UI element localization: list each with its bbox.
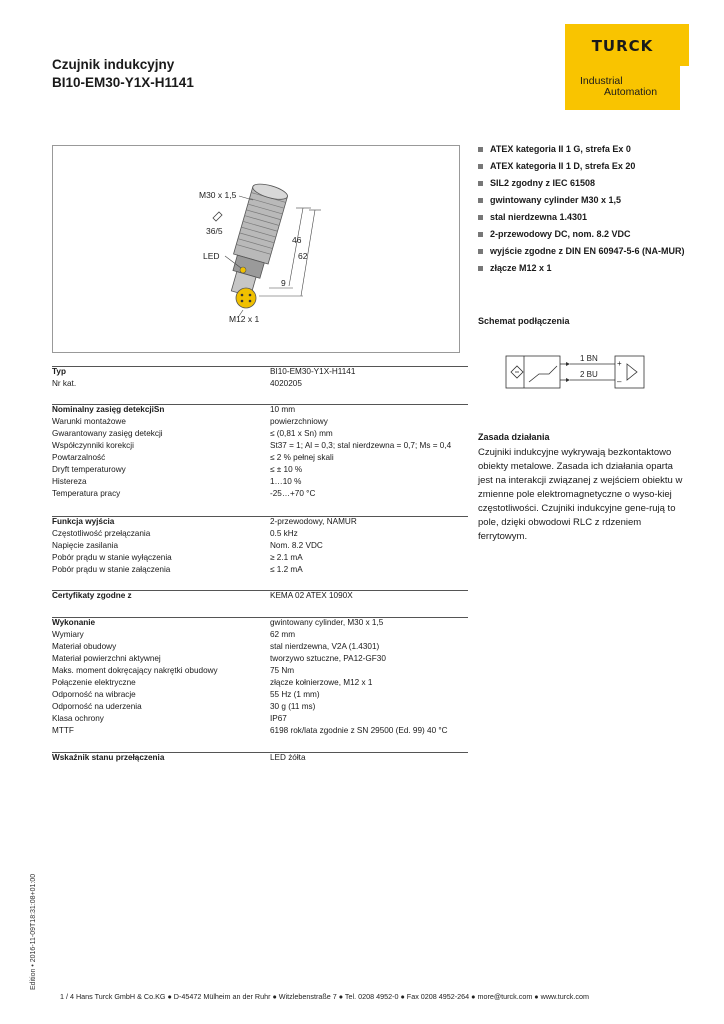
principle-heading: Zasada działania bbox=[478, 432, 550, 442]
spec-value: 75 Nm bbox=[270, 666, 295, 675]
spec-key: Wymiary bbox=[52, 630, 84, 639]
spec-row bbox=[52, 516, 468, 528]
led-label: LED bbox=[203, 251, 220, 261]
plus-label: + bbox=[617, 359, 622, 368]
spec-key: Typ bbox=[52, 367, 66, 376]
spec-value: powierzchniowy bbox=[270, 417, 328, 426]
spec-value: KEMA 02 ATEX 1090X bbox=[270, 591, 353, 600]
thread-label: M30 x 1,5 bbox=[199, 190, 237, 200]
logo-tab bbox=[680, 24, 689, 66]
spec-key: Pobór prądu w stanie wyłączenia bbox=[52, 553, 172, 562]
spec-row bbox=[52, 476, 468, 488]
spec-value: ≤ (0,81 x Sn) mm bbox=[270, 429, 333, 438]
turck-logo bbox=[565, 24, 680, 110]
spec-group bbox=[52, 404, 468, 500]
spec-key: Gwarantowany zasięg detekcji bbox=[52, 429, 163, 438]
spec-value: stal nierdzewna, V2A (1.4301) bbox=[270, 642, 380, 651]
spec-value: ≤ 1.2 mA bbox=[270, 565, 303, 574]
spec-row bbox=[52, 378, 468, 390]
feature-item: stal nierdzewna 1.4301 bbox=[478, 212, 688, 224]
logo-text: TURCK bbox=[591, 37, 654, 55]
spec-value: 2-przewodowy, NAMUR bbox=[270, 517, 357, 526]
spec-row bbox=[52, 452, 468, 464]
spec-row bbox=[52, 428, 468, 440]
principle-text: Czujniki indukcyjne wykrywają bezkontaktowo obiekty metalowe. Zasada ich działania oparta jest na interakcji związanej z wejściem obiektu w zmienne pole elektromagnetyczne o wyso-kiej częstotliwości. Czujniki indukcyjne gene-rują to pole, dzięki obwodowi RLC z rdzeniem ferrytowym. bbox=[478, 447, 683, 542]
spec-row bbox=[52, 404, 468, 416]
sensor-drawing bbox=[52, 145, 460, 353]
connector-face bbox=[236, 288, 256, 308]
spec-row bbox=[52, 689, 468, 701]
spec-value: LED żółta bbox=[270, 753, 306, 762]
spec-value: 1…10 % bbox=[270, 477, 302, 486]
spec-key: Współczynniki korekcji bbox=[52, 441, 134, 450]
spec-value: 30 g (11 ms) bbox=[270, 702, 316, 711]
spec-key: Funkcja wyjścia bbox=[52, 517, 115, 526]
spec-row bbox=[52, 366, 468, 378]
dim-46: 46 bbox=[292, 235, 302, 245]
spec-key: Materiał obudowy bbox=[52, 642, 117, 651]
sensor-box bbox=[506, 356, 560, 388]
spec-row bbox=[52, 713, 468, 725]
spec-row bbox=[52, 725, 468, 737]
connector-label: M12 x 1 bbox=[229, 314, 260, 324]
spec-row bbox=[52, 677, 468, 689]
spec-key: Pobór prądu w stanie załączenia bbox=[52, 565, 171, 574]
spec-group bbox=[52, 617, 468, 737]
spec-key: Materiał powierzchni aktywnej bbox=[52, 654, 161, 663]
spec-key: Nominalny zasięg detekcjiSn bbox=[52, 405, 165, 414]
feature-item: ATEX kategoria II 1 G, strefa Ex 0 bbox=[478, 144, 688, 156]
feature-item: SIL2 zgodny z IEC 61508 bbox=[478, 178, 688, 190]
spec-key: Maks. moment dokręcający nakrętki obudowy bbox=[52, 666, 218, 675]
spec-key: Warunki montażowe bbox=[52, 417, 126, 426]
spec-row bbox=[52, 590, 468, 602]
spec-value: tworzywo sztuczne, PA12-GF30 bbox=[270, 654, 386, 663]
spec-value: 10 mm bbox=[270, 405, 296, 414]
spec-key: Wskaźnik stanu przełączenia bbox=[52, 753, 165, 762]
spec-value: St37 = 1; Al = 0,3; stal nierdzewna = 0,7; Ms = 0,4 bbox=[270, 441, 452, 450]
spec-row bbox=[52, 464, 468, 476]
spec-value: -25…+70 °C bbox=[270, 489, 316, 498]
spec-key: Napięcie zasilania bbox=[52, 541, 118, 550]
spec-value: Nom. 8.2 VDC bbox=[270, 541, 323, 550]
feature-item: złącze M12 x 1 bbox=[478, 263, 688, 275]
spec-row bbox=[52, 701, 468, 713]
spec-group bbox=[52, 590, 468, 602]
page-title bbox=[52, 56, 194, 92]
spec-row bbox=[52, 617, 468, 629]
spec-value: IP67 bbox=[270, 714, 287, 723]
spec-value: ≥ 2.1 mA bbox=[270, 553, 303, 562]
spec-row bbox=[52, 665, 468, 677]
spec-value: 0.5 kHz bbox=[270, 529, 298, 538]
spec-row bbox=[52, 752, 468, 764]
spec-value: gwintowany cylinder, M30 x 1,5 bbox=[270, 618, 384, 627]
spec-key: Klasa ochrony bbox=[52, 714, 104, 723]
spec-value: złącze kołnierzowe, M12 x 1 bbox=[270, 678, 373, 687]
spec-key: Dryft temperaturowy bbox=[52, 465, 126, 474]
wrench-label: 36/5 bbox=[206, 226, 223, 236]
logo-tagline-1: Industrial bbox=[580, 75, 623, 87]
wire-2-label: 2 BU bbox=[580, 370, 598, 379]
spec-value: ≤ ± 10 % bbox=[270, 465, 303, 474]
minus-label: – bbox=[617, 377, 622, 386]
feature-item: ATEX kategoria II 1 D, strefa Ex 20 bbox=[478, 161, 688, 173]
logo-tagline-2: Automation bbox=[604, 86, 658, 98]
spec-value: 62 mm bbox=[270, 630, 296, 639]
spec-key: Nr kat. bbox=[52, 379, 77, 388]
feature-item: gwintowany cylinder M30 x 1,5 bbox=[478, 195, 688, 207]
spec-group bbox=[52, 366, 468, 390]
spec-key: Połączenie elektryczne bbox=[52, 678, 136, 687]
spec-row bbox=[52, 629, 468, 641]
dim-9: 9 bbox=[281, 278, 286, 288]
wiring-heading: Schemat podłączenia bbox=[478, 316, 570, 326]
edition-stamp: Edition • 2016-11-09T18:31:08+01:00 bbox=[30, 873, 37, 990]
spec-key: Temperatura pracy bbox=[52, 489, 121, 498]
title-line-1: Czujnik indukcyjny bbox=[52, 57, 175, 72]
dim-62: 62 bbox=[298, 251, 308, 261]
spec-group bbox=[52, 752, 468, 764]
spec-row bbox=[52, 552, 468, 564]
spec-key: MTTF bbox=[52, 726, 74, 735]
spec-key: Częstotliwość przełączania bbox=[52, 529, 151, 538]
spec-key: Odporność na wibracje bbox=[52, 690, 136, 699]
spec-row bbox=[52, 488, 468, 500]
spec-value: 55 Hz (1 mm) bbox=[270, 690, 320, 699]
spec-row bbox=[52, 416, 468, 428]
spec-row bbox=[52, 528, 468, 540]
feature-item: wyjście zgodne z DIN EN 60947-5-6 (NA-MUR) bbox=[478, 246, 688, 258]
spec-key: Powtarzalność bbox=[52, 453, 106, 462]
spec-value: BI10-EM30-Y1X-H1141 bbox=[270, 367, 356, 376]
spec-row bbox=[52, 540, 468, 552]
logo-tagline bbox=[580, 76, 657, 98]
spec-key: Odporność na uderzenia bbox=[52, 702, 142, 711]
spec-value: 4020205 bbox=[270, 379, 302, 388]
spec-value: 6198 rok/lata zgodnie z SN 29500 (Ed. 99) 40 °C bbox=[270, 726, 448, 735]
spec-key: Histereza bbox=[52, 477, 87, 486]
sensor-drawing-svg bbox=[53, 146, 459, 352]
spec-row bbox=[52, 440, 468, 452]
feature-list bbox=[478, 144, 688, 280]
feature-item: 2-przewodowy DC, nom. 8.2 VDC bbox=[478, 229, 688, 241]
spec-value: ≤ 2 % pełnej skali bbox=[270, 453, 334, 462]
spec-key: Certyfikaty zgodne z bbox=[52, 591, 132, 600]
spec-row bbox=[52, 564, 468, 576]
spec-key: Wykonanie bbox=[52, 618, 96, 627]
spec-row bbox=[52, 641, 468, 653]
spec-group bbox=[52, 516, 468, 576]
wire-1-label: 1 BN bbox=[580, 354, 598, 363]
wiring-diagram bbox=[505, 352, 645, 392]
page-footer: 1 / 4 Hans Turck GmbH & Co.KG ● D-45472 Mülheim an der Ruhr ● Witzlebenstraße 7 ● Tel. 0208 4952-0 ● Fax 0208 4952-264 ● more@turck.com ● www.turck.com bbox=[60, 992, 589, 1001]
title-line-2: BI10-EM30-Y1X-H1141 bbox=[52, 75, 194, 90]
spec-row bbox=[52, 653, 468, 665]
